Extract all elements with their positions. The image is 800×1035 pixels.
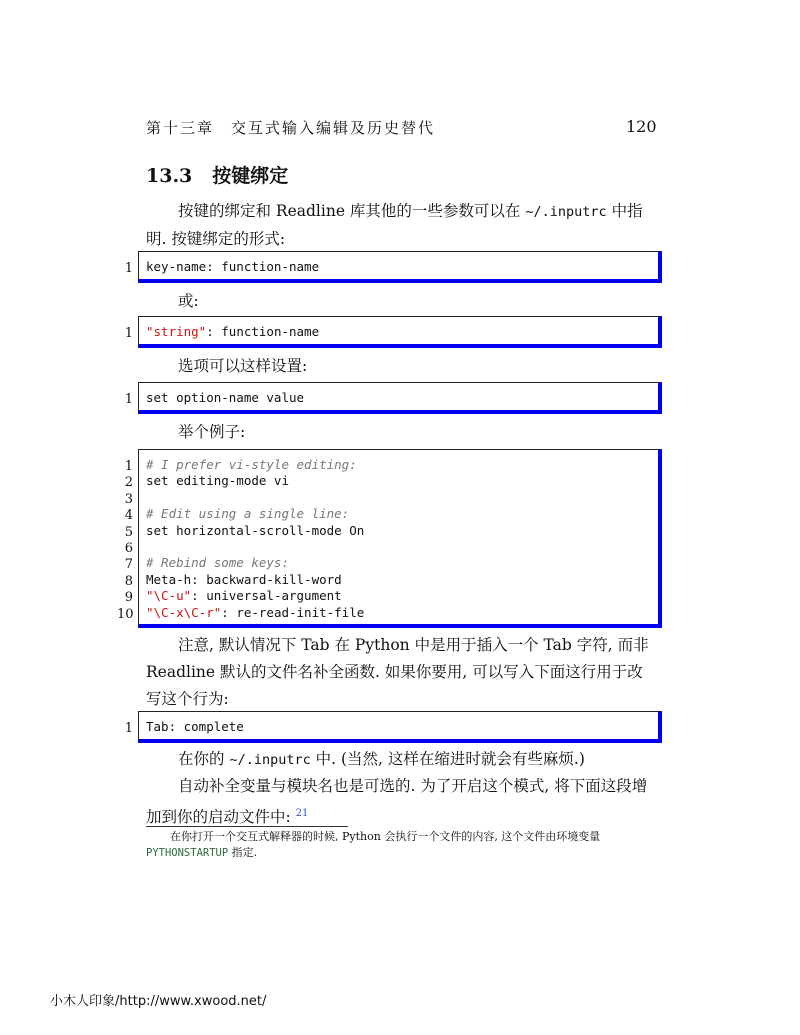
line-number: 3 (124, 491, 133, 507)
code-string: "\C-u" (146, 588, 192, 604)
code-block-2 (117, 316, 662, 348)
section-title: 按键绑定 (212, 165, 289, 187)
code-text (146, 259, 319, 275)
code-text (146, 605, 364, 621)
footnote-reference[interactable]: 21 (295, 808, 309, 819)
text-run: 在你打开一个交互式解释器的时候, Python 会执行一个文件的内容, 这个文件由环境变量 (170, 830, 601, 843)
line-number: 1 (124, 261, 133, 276)
code-comment: # I prefer vi-style editing: (146, 457, 357, 472)
line-number: 9 (124, 590, 133, 606)
code-comment: # Edit using a single line: (146, 506, 350, 522)
code-lines (117, 259, 320, 276)
code-token: key-name: function-name (146, 259, 320, 274)
code-block-3 (117, 382, 662, 414)
footnote (146, 829, 666, 861)
code-text (146, 506, 349, 522)
paragraph-example: 举个例子: (178, 423, 246, 441)
line-number: 7 (124, 557, 133, 573)
footnote-rule (146, 826, 348, 827)
code-token: : re-read-init-file (221, 604, 365, 620)
line-number: 2 (124, 475, 133, 491)
inline-code: ~/.inputrc (525, 204, 607, 220)
code-block-5 (117, 711, 662, 743)
line-number: 8 (124, 573, 133, 589)
code-string: "string" (146, 324, 207, 339)
code-token: Tab: complete (146, 719, 244, 734)
paragraph-or: 或: (178, 292, 199, 310)
text-run: 中. (当然, 这样在缩进时就会有些麻烦.) (310, 750, 585, 768)
env-var-name: PYTHONSTARTUP (146, 847, 229, 859)
inline-code: ~/.inputrc (229, 752, 311, 768)
code-line (117, 457, 357, 474)
code-line (117, 522, 365, 540)
code-line (117, 588, 342, 606)
code-string: "\C-x\C-r" (146, 604, 222, 620)
code-line (117, 473, 289, 491)
code-line (117, 719, 244, 736)
code-text (146, 719, 244, 735)
code-token: set editing-mode vi (146, 473, 289, 489)
line-number: 1 (124, 721, 133, 736)
code-text (146, 473, 289, 489)
paragraph-tab-note: 注意, 默认情况下 Tab 在 Python 中是用于插入一个 Tab 字符, 而非 Readline 默认的文件名补全函数. 如果你要用, 可以写入下面这行用于改写这个行为: (146, 636, 649, 708)
code-token: set horizontal-scroll-mode On (146, 522, 365, 538)
paragraph-options: 选项可以这样设置: (178, 357, 308, 375)
code-lines (117, 457, 365, 622)
section-number: 13.3 (146, 165, 193, 187)
text-run: 在你的 (178, 750, 230, 768)
text-run: 按键的绑定和 Readline 库其他的一些参数可以在 (178, 202, 526, 220)
line-number: 1 (124, 459, 133, 474)
line-number: 10 (117, 606, 134, 622)
code-line (117, 490, 133, 506)
code-text (146, 588, 342, 604)
code-line (117, 604, 365, 622)
line-number: 1 (124, 326, 133, 341)
line-number: 4 (124, 508, 133, 524)
code-block-1 (117, 251, 662, 283)
code-line (117, 259, 320, 276)
paragraph-autocomplete (146, 773, 658, 831)
watermark-text: 小木人印象/http://www.xwood.net/ (50, 994, 267, 1009)
code-comment: # Rebind some keys: (146, 555, 289, 571)
code-text (146, 523, 364, 539)
code-lines (117, 390, 305, 407)
code-text (146, 572, 342, 588)
text-run: 指定. (228, 846, 258, 859)
code-line (117, 390, 305, 407)
line-number: 6 (124, 540, 133, 556)
code-text (146, 324, 319, 340)
code-text (146, 390, 304, 406)
code-lines (117, 719, 244, 736)
code-token: : universal-argument (191, 588, 342, 604)
running-head-chapter-title: 第十三章 交互式输入编辑及历史替代 (146, 119, 436, 137)
code-text (146, 457, 357, 473)
code-token: set option-name value (146, 390, 305, 405)
paragraph-key-binding-intro (146, 198, 658, 253)
code-text (146, 555, 289, 571)
code-token: : function-name (206, 324, 320, 339)
text-run: 自动补全变量与模块名也是可选的. 为了开启这个模式, 将下面这段增加到你的启动文件中: (146, 777, 648, 827)
code-line (117, 324, 320, 341)
code-token: Meta-h: backward-kill-word (146, 571, 342, 587)
text-run: 中指明. 按键绑定的形式: (146, 202, 643, 248)
code-block-4 (117, 449, 662, 628)
line-number: 1 (124, 392, 133, 407)
code-lines (117, 324, 320, 341)
paragraph-inputrc-note (146, 746, 658, 774)
page-number: 120 (626, 117, 657, 136)
line-number: 5 (124, 524, 133, 540)
code-line (117, 555, 289, 573)
code-line (117, 571, 342, 589)
code-line (117, 539, 133, 555)
code-line (117, 506, 350, 524)
section-heading (146, 161, 288, 188)
